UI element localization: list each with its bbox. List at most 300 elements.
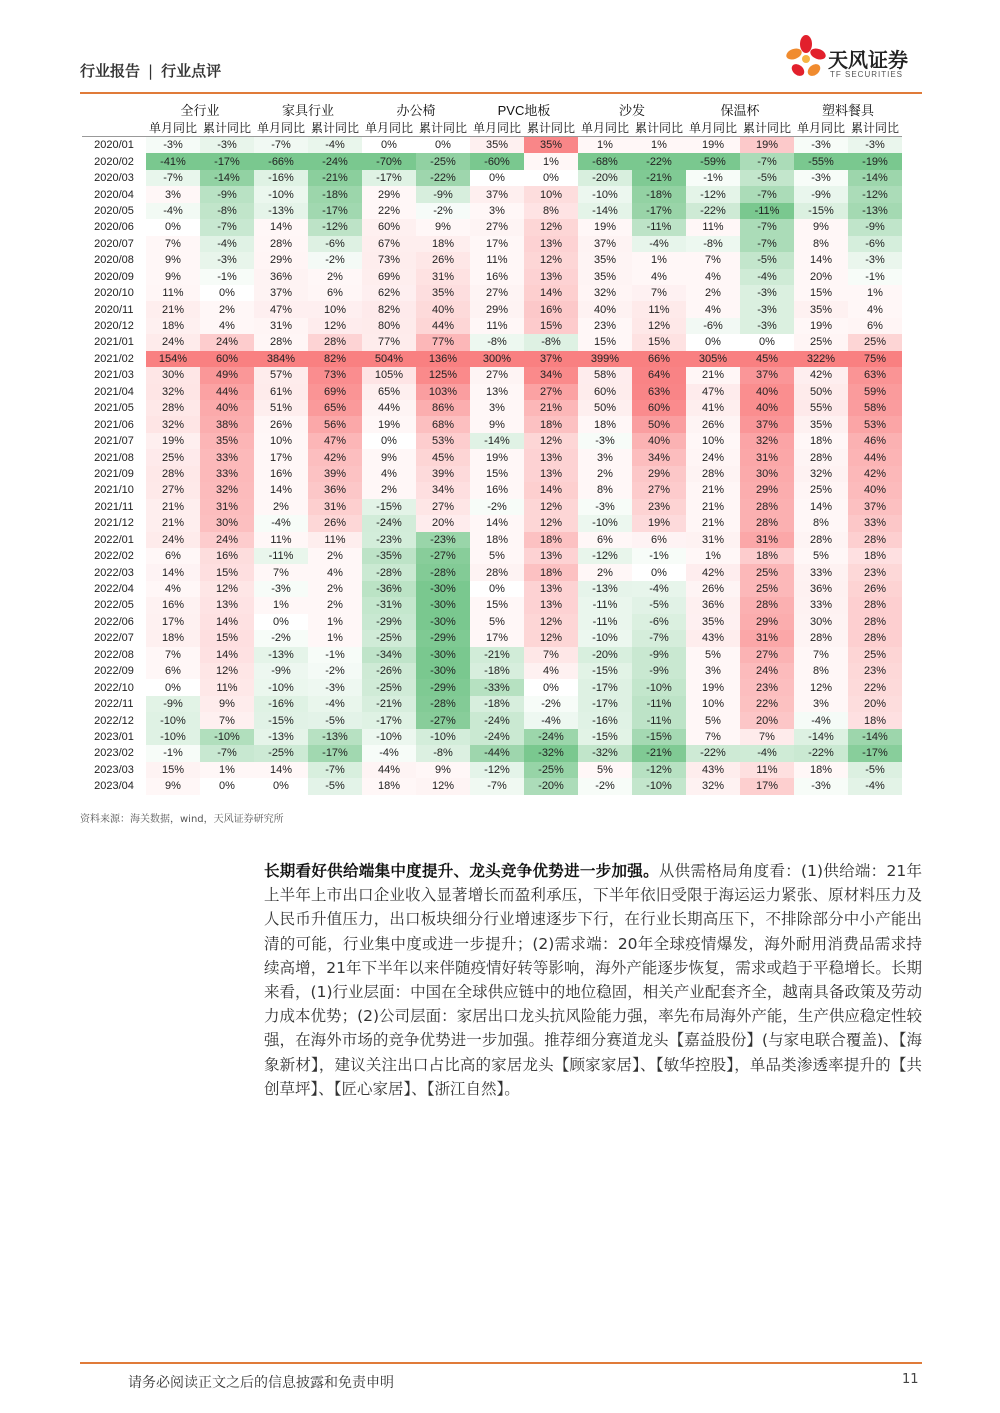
table-row [82, 416, 902, 432]
table-row [82, 663, 902, 679]
table-cell: 4% [200, 318, 254, 334]
sub-header-row [82, 119, 902, 137]
table-cell: 28% [740, 515, 794, 531]
table-cell: 58% [578, 367, 632, 383]
table-cell: -35% [362, 548, 416, 564]
table-cell: 19% [362, 416, 416, 432]
table-cell: 9% [146, 252, 200, 268]
table-cell: -11% [632, 696, 686, 712]
table-cell: -1% [200, 269, 254, 285]
table-cell: 19% [632, 515, 686, 531]
table-cell: 26% [254, 416, 308, 432]
table-cell: 31% [686, 532, 740, 548]
table-cell: -7% [740, 153, 794, 169]
table-cell: 15% [794, 285, 848, 301]
table-cell: 64% [632, 367, 686, 383]
table-cell: 3% [470, 203, 524, 219]
table-cell: -1% [146, 745, 200, 761]
table-cell: 12% [632, 318, 686, 334]
table-cell: -11% [740, 203, 794, 219]
table-cell: -3% [254, 581, 308, 597]
table-cell: -13% [578, 581, 632, 597]
table-cell: 30% [200, 515, 254, 531]
table-cell: 35% [524, 137, 578, 154]
table-cell: -6% [308, 236, 362, 252]
table-cell: -29% [362, 614, 416, 630]
table-cell: 12% [200, 663, 254, 679]
table-cell: 59% [848, 384, 902, 400]
table-cell: -9% [146, 696, 200, 712]
table-cell: -4% [362, 745, 416, 761]
table-row [82, 778, 902, 794]
table-cell: 31% [254, 318, 308, 334]
table-cell: 1% [632, 252, 686, 268]
table-cell: -32% [524, 745, 578, 761]
table-cell: 24% [200, 532, 254, 548]
table-cell: -11% [254, 548, 308, 564]
table-cell: 18% [146, 318, 200, 334]
table-cell: 19% [740, 137, 794, 154]
table-cell: 25% [794, 334, 848, 350]
table-cell: -3% [308, 679, 362, 695]
table-cell: 17% [470, 630, 524, 646]
table-cell: -3% [794, 778, 848, 794]
table-cell: -4% [308, 696, 362, 712]
table-cell: -15% [632, 729, 686, 745]
table-row [82, 219, 902, 235]
group-header: 塑料餐具 [821, 103, 874, 118]
table-cell: -9% [254, 663, 308, 679]
group-header: 全行业 [180, 103, 220, 118]
table-cell: 40% [200, 400, 254, 416]
table-cell: 27% [740, 647, 794, 663]
table-cell: 4% [308, 564, 362, 580]
company-logo [785, 32, 925, 88]
table-cell: 32% [200, 482, 254, 498]
table-cell: 19% [146, 433, 200, 449]
table-cell: 13% [524, 548, 578, 564]
table-cell: -9% [416, 186, 470, 202]
table-cell: -3% [200, 137, 254, 154]
table-cell: -7% [200, 745, 254, 761]
table-cell: 26% [686, 581, 740, 597]
row-date: 2021/11 [94, 500, 134, 513]
table-cell: -21% [362, 696, 416, 712]
sub-header: 累计同比 [416, 119, 470, 137]
table-cell: -31% [362, 597, 416, 613]
table-cell: 384% [254, 351, 308, 367]
table-cell: 15% [146, 762, 200, 778]
table-cell: -14% [578, 203, 632, 219]
table-row [82, 400, 902, 416]
table-cell: -17% [848, 745, 902, 761]
table-cell: 16% [254, 466, 308, 482]
table-cell: -4% [632, 581, 686, 597]
table-cell: -1% [632, 548, 686, 564]
table-cell: 29% [740, 482, 794, 498]
table-cell: 18% [578, 416, 632, 432]
table-cell: 7% [200, 712, 254, 728]
table-cell: 36% [254, 269, 308, 285]
table-cell: 6% [146, 663, 200, 679]
table-cell: -8% [686, 236, 740, 252]
table-cell: -23% [362, 532, 416, 548]
table-row [82, 285, 902, 301]
table-cell: 41% [686, 400, 740, 416]
table-cell: 40% [416, 301, 470, 317]
table-cell: -10% [146, 712, 200, 728]
table-cell: -25% [254, 745, 308, 761]
table-cell: -17% [632, 203, 686, 219]
table-cell: 14% [254, 482, 308, 498]
table-cell: -3% [578, 499, 632, 515]
table-cell: 27% [416, 499, 470, 515]
table-cell: 4% [524, 663, 578, 679]
table-cell: -6% [848, 236, 902, 252]
table-cell: -10% [578, 630, 632, 646]
table-row [82, 762, 902, 778]
table-cell: -7% [740, 219, 794, 235]
table-row [82, 597, 902, 613]
table-cell: -10% [254, 679, 308, 695]
table-cell: -17% [308, 745, 362, 761]
table-cell: 12% [416, 778, 470, 794]
table-cell: -68% [578, 153, 632, 169]
table-cell: -4% [524, 712, 578, 728]
table-cell: -9% [794, 186, 848, 202]
table-cell: 50% [578, 400, 632, 416]
table-cell: -5% [308, 712, 362, 728]
table-row [82, 712, 902, 728]
table-cell: 2% [308, 548, 362, 564]
table-cell: 4% [632, 269, 686, 285]
table-row [82, 515, 902, 531]
sub-header: 单月同比 [578, 119, 632, 137]
table-cell: 26% [848, 581, 902, 597]
table-cell: 1% [308, 630, 362, 646]
table-cell: 25% [740, 581, 794, 597]
table-cell: 26% [416, 252, 470, 268]
table-cell: 13% [524, 236, 578, 252]
table-cell: 45% [740, 351, 794, 367]
table-cell: 24% [146, 532, 200, 548]
table-cell: 0% [146, 219, 200, 235]
table-cell: 15% [200, 630, 254, 646]
table-row [82, 351, 902, 367]
table-cell: 0% [740, 334, 794, 350]
table-cell: 42% [848, 466, 902, 482]
table-cell: -30% [416, 614, 470, 630]
table-cell: 13% [524, 269, 578, 285]
table-cell: -15% [254, 712, 308, 728]
table-cell: 21% [686, 482, 740, 498]
table-cell: -13% [254, 647, 308, 663]
table-cell: -12% [308, 219, 362, 235]
row-date: 2022/07 [94, 632, 134, 645]
table-cell: 4% [686, 301, 740, 317]
row-date: 2022/06 [94, 615, 134, 628]
table-cell: 42% [794, 367, 848, 383]
table-cell: -9% [200, 186, 254, 202]
table-cell: -25% [416, 153, 470, 169]
table-cell: -2% [524, 696, 578, 712]
table-cell: -1% [848, 269, 902, 285]
table-cell: 15% [578, 334, 632, 350]
table-cell: 4% [146, 581, 200, 597]
table-cell: -11% [578, 614, 632, 630]
table-cell: 8% [794, 663, 848, 679]
table-cell: 0% [362, 433, 416, 449]
table-cell: 31% [740, 449, 794, 465]
table-cell: 12% [794, 679, 848, 695]
table-cell: 4% [362, 466, 416, 482]
table-cell: 504% [362, 351, 416, 367]
table-cell: 46% [848, 433, 902, 449]
table-cell: 65% [308, 400, 362, 416]
table-cell: 1% [686, 548, 740, 564]
table-cell: -66% [254, 153, 308, 169]
table-cell: 7% [632, 285, 686, 301]
group-header: PVC地板 [497, 103, 551, 118]
table-cell: -13% [848, 203, 902, 219]
table-cell: -2% [308, 663, 362, 679]
table-cell: 40% [848, 482, 902, 498]
table-cell: 0% [200, 285, 254, 301]
table-cell: 6% [308, 285, 362, 301]
table-cell: 60% [200, 351, 254, 367]
table-cell: -23% [416, 532, 470, 548]
table-cell: -22% [416, 170, 470, 186]
table-cell: 0% [470, 581, 524, 597]
table-cell: -14% [470, 433, 524, 449]
table-cell: 7% [740, 729, 794, 745]
table-cell: 30% [146, 367, 200, 383]
table-cell: -10% [200, 729, 254, 745]
table-cell: -4% [740, 269, 794, 285]
table-row [82, 745, 902, 761]
table-cell: -8% [200, 203, 254, 219]
table-cell: 13% [524, 466, 578, 482]
table-cell: 14% [254, 219, 308, 235]
table-cell: 23% [578, 318, 632, 334]
table-cell: 29% [740, 614, 794, 630]
sub-header: 单月同比 [794, 119, 848, 137]
report-header [80, 60, 221, 81]
table-row [82, 647, 902, 663]
table-cell: 3% [686, 663, 740, 679]
table-cell: 66% [632, 351, 686, 367]
table-cell: 32% [578, 285, 632, 301]
table-cell: 28% [848, 630, 902, 646]
table-cell: 14% [524, 482, 578, 498]
analysis-paragraph [264, 859, 922, 1101]
table-cell: 14% [200, 614, 254, 630]
table-cell: -55% [794, 153, 848, 169]
table-cell: 44% [362, 400, 416, 416]
table-cell: 5% [470, 614, 524, 630]
table-cell: 37% [740, 367, 794, 383]
table-row [82, 466, 902, 482]
table-cell: -12% [848, 186, 902, 202]
table-cell: 34% [524, 367, 578, 383]
table-cell: -4% [308, 137, 362, 154]
table-cell: -3% [794, 170, 848, 186]
table-cell: 6% [146, 548, 200, 564]
table-cell: 305% [686, 351, 740, 367]
table-cell: 103% [416, 384, 470, 400]
sub-header: 累计同比 [740, 119, 794, 137]
table-row [82, 236, 902, 252]
table-cell: 0% [632, 564, 686, 580]
table-cell: -32% [578, 745, 632, 761]
table-cell: 18% [146, 630, 200, 646]
table-row [82, 729, 902, 745]
table-cell: 1% [632, 137, 686, 154]
table-cell: 30% [740, 466, 794, 482]
table-cell: 33% [794, 597, 848, 613]
table-cell: -5% [632, 597, 686, 613]
table-cell: -7% [200, 219, 254, 235]
table-cell: 6% [632, 532, 686, 548]
table-cell: 0% [524, 170, 578, 186]
table-cell: 42% [686, 564, 740, 580]
table-cell: 67% [362, 236, 416, 252]
table-cell: 28% [740, 597, 794, 613]
table-cell: -7% [146, 170, 200, 186]
table-cell: 3% [794, 696, 848, 712]
table-cell: -4% [632, 236, 686, 252]
table-cell: 25% [794, 482, 848, 498]
sub-header: 累计同比 [632, 119, 686, 137]
sub-header: 累计同比 [308, 119, 362, 137]
table-cell: 0% [254, 778, 308, 794]
table-cell: 29% [632, 466, 686, 482]
row-date: 2021/01 [94, 336, 134, 349]
table-cell: 28% [254, 334, 308, 350]
table-cell: -12% [578, 548, 632, 564]
table-cell: 57% [254, 367, 308, 383]
header-rule [80, 92, 922, 94]
table-cell: 1% [524, 153, 578, 169]
sub-header: 单月同比 [254, 119, 308, 137]
table-cell: 86% [416, 400, 470, 416]
table-cell: 7% [794, 647, 848, 663]
table-cell: -1% [308, 647, 362, 663]
table-cell: 9% [794, 219, 848, 235]
table-cell: -4% [254, 515, 308, 531]
table-cell: -12% [632, 762, 686, 778]
table-cell: 32% [740, 433, 794, 449]
table-cell: 40% [578, 301, 632, 317]
table-cell: 15% [470, 466, 524, 482]
table-row [82, 548, 902, 564]
sub-header: 累计同比 [524, 119, 578, 137]
table-cell: 7% [686, 729, 740, 745]
table-cell: -24% [362, 515, 416, 531]
table-cell: -24% [308, 153, 362, 169]
table-cell: 58% [848, 400, 902, 416]
table-cell: -2% [470, 499, 524, 515]
table-cell: 5% [578, 762, 632, 778]
table-cell: 11% [686, 219, 740, 235]
table-cell: 0% [254, 614, 308, 630]
table-cell: 19% [686, 679, 740, 695]
table-cell: -20% [524, 778, 578, 794]
table-cell: -4% [794, 712, 848, 728]
table-cell: -6% [632, 614, 686, 630]
table-cell: 6% [848, 318, 902, 334]
table-cell: 18% [740, 548, 794, 564]
table-cell: -21% [308, 170, 362, 186]
table-row [82, 269, 902, 285]
row-date: 2022/03 [94, 566, 134, 579]
table-cell: 82% [308, 351, 362, 367]
table-cell: -7% [470, 778, 524, 794]
table-cell: 17% [740, 778, 794, 794]
table-cell: -9% [848, 219, 902, 235]
table-cell: -27% [416, 712, 470, 728]
table-cell: 18% [362, 778, 416, 794]
row-date: 2020/04 [94, 188, 134, 201]
table-cell: 63% [848, 367, 902, 383]
table-cell: 8% [524, 203, 578, 219]
group-header-row [82, 100, 902, 119]
table-cell: -17% [578, 679, 632, 695]
table-cell: -30% [416, 597, 470, 613]
row-date: 2023/01 [94, 730, 134, 743]
table-cell: 31% [200, 499, 254, 515]
table-row [82, 433, 902, 449]
table-cell: 13% [470, 384, 524, 400]
table-cell: -5% [740, 170, 794, 186]
table-cell: 20% [416, 515, 470, 531]
table-cell: 12% [524, 219, 578, 235]
table-cell: 1% [200, 762, 254, 778]
sub-header: 单月同比 [362, 119, 416, 137]
table-cell: 31% [740, 532, 794, 548]
table-cell: 31% [308, 499, 362, 515]
table-cell: 23% [740, 679, 794, 695]
table-cell: 300% [470, 351, 524, 367]
table-cell: 20% [848, 696, 902, 712]
source-note: 资料来源：海关数据，wind，天风证券研究所 [80, 814, 284, 825]
table-cell: -10% [632, 679, 686, 695]
table-row [82, 203, 902, 219]
table-cell: 28% [794, 532, 848, 548]
page-number: 11 [902, 1372, 919, 1387]
table-cell: -13% [308, 729, 362, 745]
footer-disclaimer: 请务必阅读正文之后的信息披露和免责申明 [128, 1375, 394, 1391]
row-date: 2022/02 [94, 550, 134, 563]
table-cell: 23% [848, 663, 902, 679]
table-cell: -11% [632, 712, 686, 728]
table-cell: 32% [686, 778, 740, 794]
table-cell: 12% [200, 581, 254, 597]
row-date: 2020/05 [94, 204, 134, 217]
row-date: 2020/02 [94, 155, 134, 168]
table-cell: 19% [794, 318, 848, 334]
table-cell: 6% [578, 532, 632, 548]
table-cell: 1% [578, 137, 632, 154]
table-cell: 2% [578, 564, 632, 580]
row-date: 2022/10 [94, 681, 134, 694]
table-cell: 13% [524, 581, 578, 597]
table-cell: -2% [416, 203, 470, 219]
table-cell: 75% [848, 351, 902, 367]
table-row [82, 532, 902, 548]
table-cell: 18% [416, 236, 470, 252]
table-cell: 20% [794, 269, 848, 285]
